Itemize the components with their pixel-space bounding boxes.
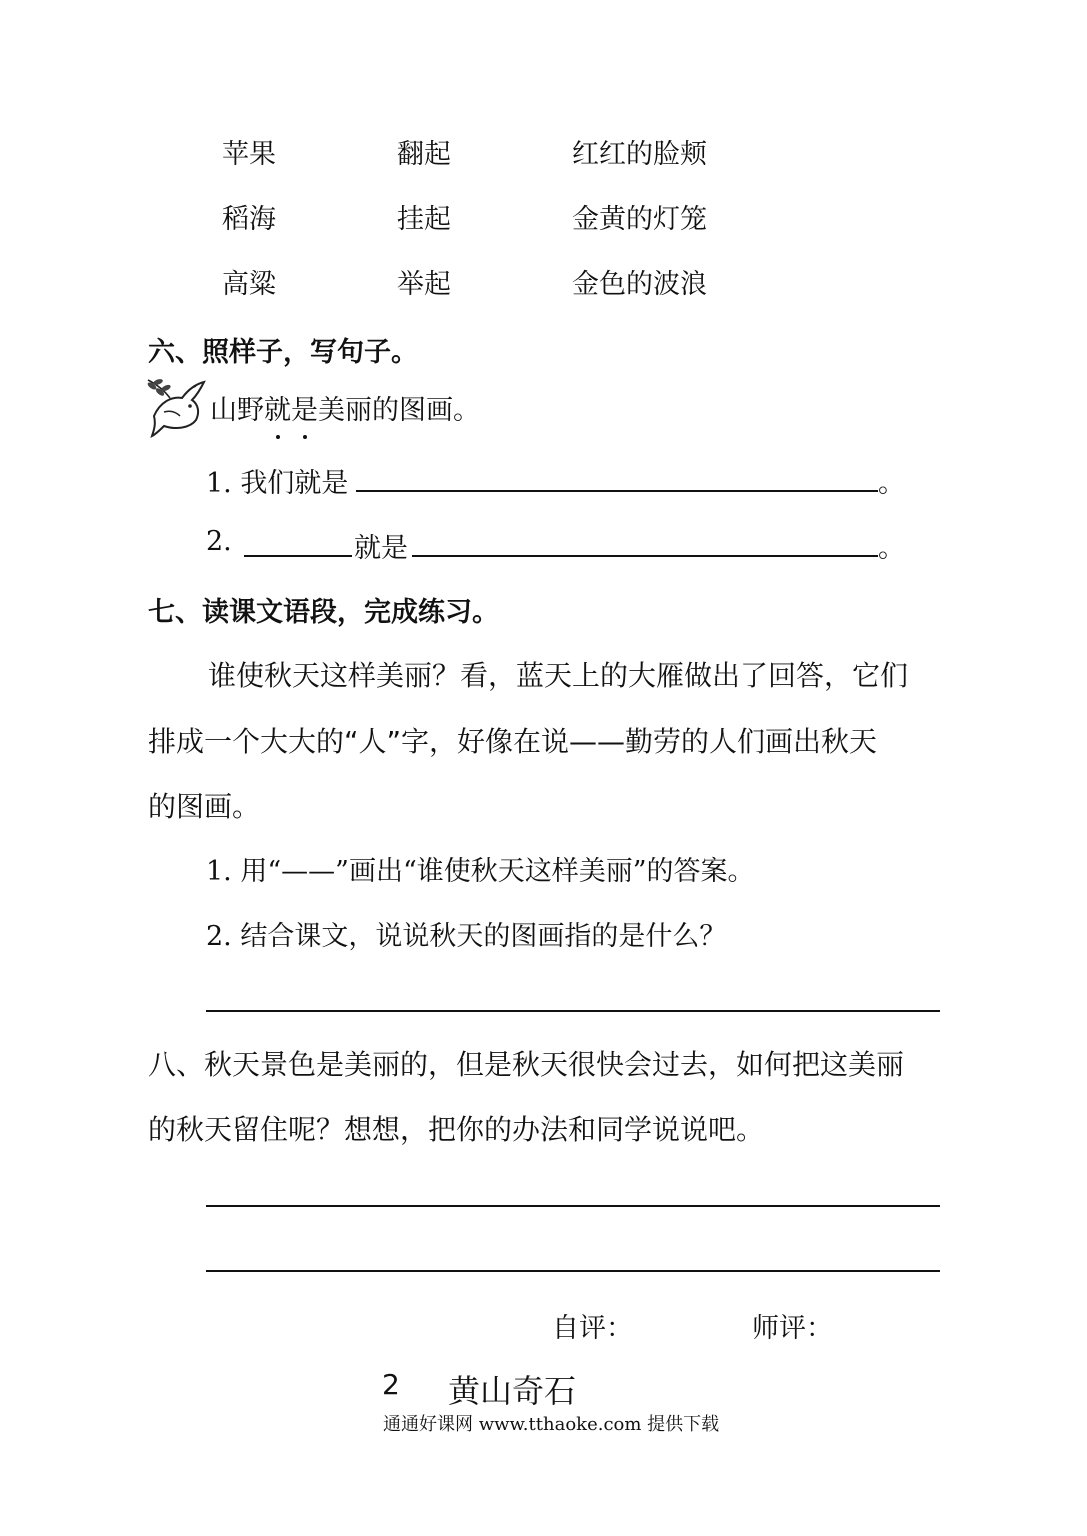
section8-answer-line-1[interactable] xyxy=(206,1205,940,1207)
section6-q2-prefix: 2. xyxy=(206,526,232,557)
match-col2-item-3: 举起 xyxy=(397,269,451,300)
section8-answer-line-2[interactable] xyxy=(206,1270,940,1272)
section6-q2-subject-line[interactable] xyxy=(244,555,352,557)
section6-q2-end: 。 xyxy=(878,533,905,564)
section8-line-2: 的秋天留住呢？想想，把你的办法和同学说说吧。 xyxy=(148,1113,765,1146)
section6-q2-mid: 就是 xyxy=(354,533,408,564)
section7-q2-answer-line[interactable] xyxy=(206,1010,940,1012)
match-col2-item-2: 挂起 xyxy=(397,204,451,235)
passage-line-2: 排成一个大大的“人”字，好像在说——勤劳的人们画出秋天 xyxy=(148,725,878,758)
section6-q1-prefix: 1. 我们就是 xyxy=(206,468,349,499)
section6-q1-answer-line[interactable] xyxy=(356,490,878,492)
section7-heading: 七、读课文语段，完成练习。 xyxy=(148,597,499,628)
example-post: 美丽的图画。 xyxy=(318,395,480,426)
section6-q2-answer-line[interactable] xyxy=(412,555,878,557)
footer-source: 通通好课网 www.tthaoke.com 提供下载 xyxy=(383,1414,720,1435)
match-col3-item-3: 金色的波浪 xyxy=(572,269,707,300)
passage-line-3: 的图画。 xyxy=(148,790,261,823)
match-col1-item-2: 稻海 xyxy=(222,204,276,235)
section6-q1-end: 。 xyxy=(878,468,905,499)
next-lesson-title: 黄山奇石 xyxy=(448,1372,577,1410)
example-pre: 山野 xyxy=(210,395,264,426)
section8-line-1: 八、秋天景色是美丽的，但是秋天很快会过去，如何把这美丽 xyxy=(148,1048,905,1081)
passage-line-1: 谁使秋天这样美丽？看，蓝天上的大雁做出了回答，它们 xyxy=(208,659,909,692)
match-col3-item-1: 红红的脸颊 xyxy=(572,139,707,170)
example-dotted-char-1: 就 xyxy=(264,388,291,427)
match-col1-item-3: 高粱 xyxy=(222,269,276,300)
dove-with-olive-branch-icon xyxy=(146,372,208,438)
section7-q2: 2. 结合课文，说说秋天的图画指的是什么？ xyxy=(206,921,727,952)
match-col1-item-1: 苹果 xyxy=(222,139,276,170)
self-evaluation-label: 自评： xyxy=(552,1313,633,1344)
next-lesson-number: 2 xyxy=(382,1368,400,1401)
example-dotted-char-2: 是 xyxy=(291,388,318,427)
teacher-evaluation-label: 师评： xyxy=(752,1313,833,1344)
section7-q1: 1. 用“——”画出“谁使秋天这样美丽”的答案。 xyxy=(206,856,755,887)
match-col3-item-2: 金黄的灯笼 xyxy=(572,204,707,235)
match-col2-item-1: 翻起 xyxy=(397,139,451,170)
section6-example-sentence xyxy=(210,388,480,427)
section6-heading: 六、照样子，写句子。 xyxy=(148,337,418,368)
